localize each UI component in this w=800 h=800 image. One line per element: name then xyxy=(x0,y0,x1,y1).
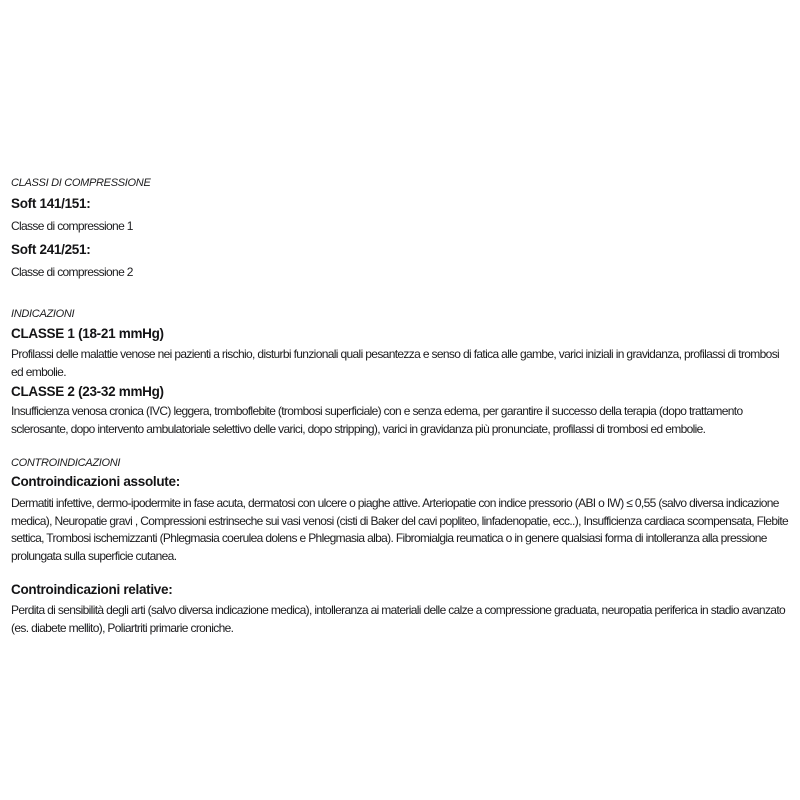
class-2-description: Insufficienza venosa cronica (IVC) leggera, tromboflebite (trombosi superficiale) con e senza edema, per garantire il successo della terapia (dopo trattamento sclerosante, dopo intervento ambulatoriale selettivo delle varici, dopo stripping), varici in gravidanza più pronunciate, profilassi di trombosi ed embolie. xyxy=(11,404,743,436)
absolute-contraindications-description: Dermatiti infettive, dermo-ipodermite in fase acuta, dermatosi con ulcere o piaghe attive. Arteriopatie con indice pressorio (ABI o IW) ≤ 0,55 (salvo diversa indicazione medica), Neuropatie gravi , Compressioni estrinseche sui vasi venosi (cisti di Baker del cavi popliteo, linfadenopatie, ecc..), Insufficienza cardiaca scompensata, Flebite settica, Trombosi ischemizzanti (Phlegmasia coerulea dolens e Phlegmasia alba). Fibromialgia reumatica o in genere qualsiasi forma di intolleranza alla pressione prolungata sulla superficie cutanea. xyxy=(11,496,789,563)
relative-contraindications-title: Controindicazioni relative: xyxy=(11,582,173,597)
contraindications-heading: CONTROINDICAZIONI xyxy=(11,457,121,469)
indications-section xyxy=(11,307,790,438)
indications-heading: INDICAZIONI xyxy=(11,308,75,320)
class-2-title: CLASSE 2 (23-32 mmHg) xyxy=(11,384,164,399)
compression-classes-section xyxy=(11,176,790,281)
product-soft-241-251-value: Classe di compressione 2 xyxy=(11,264,133,279)
contraindications-section xyxy=(11,456,790,637)
absolute-contraindications-title: Controindicazioni assolute: xyxy=(11,474,180,489)
product-soft-141-151-value: Classe di compressione 1 xyxy=(11,219,133,233)
compression-classes-heading: CLASSI DI COMPRESSIONE xyxy=(11,177,151,189)
class-1-title: CLASSE 1 (18-21 mmHg) xyxy=(11,326,164,341)
product-soft-241-251-label: Soft 241/251: xyxy=(11,241,91,257)
product-soft-141-151-label: Soft 141/151: xyxy=(11,196,91,211)
class-1-description: Profilassi delle malattie venose nei pazienti a rischio, disturbi funzionali quali pesantezza e senso di fatica alle gambe, varici iniziali in gravidanza, profilassi di trombosi ed embolie. xyxy=(11,347,780,379)
relative-contraindications-description: Perdita di sensibilità degli arti (salvo diversa indicazione medica), intolleranza ai materiali delle calze a compressione graduata, neuropatia periferica in stadio avanzato (es. diabete mellito), Poliartriti primarie croniche. xyxy=(11,603,786,635)
